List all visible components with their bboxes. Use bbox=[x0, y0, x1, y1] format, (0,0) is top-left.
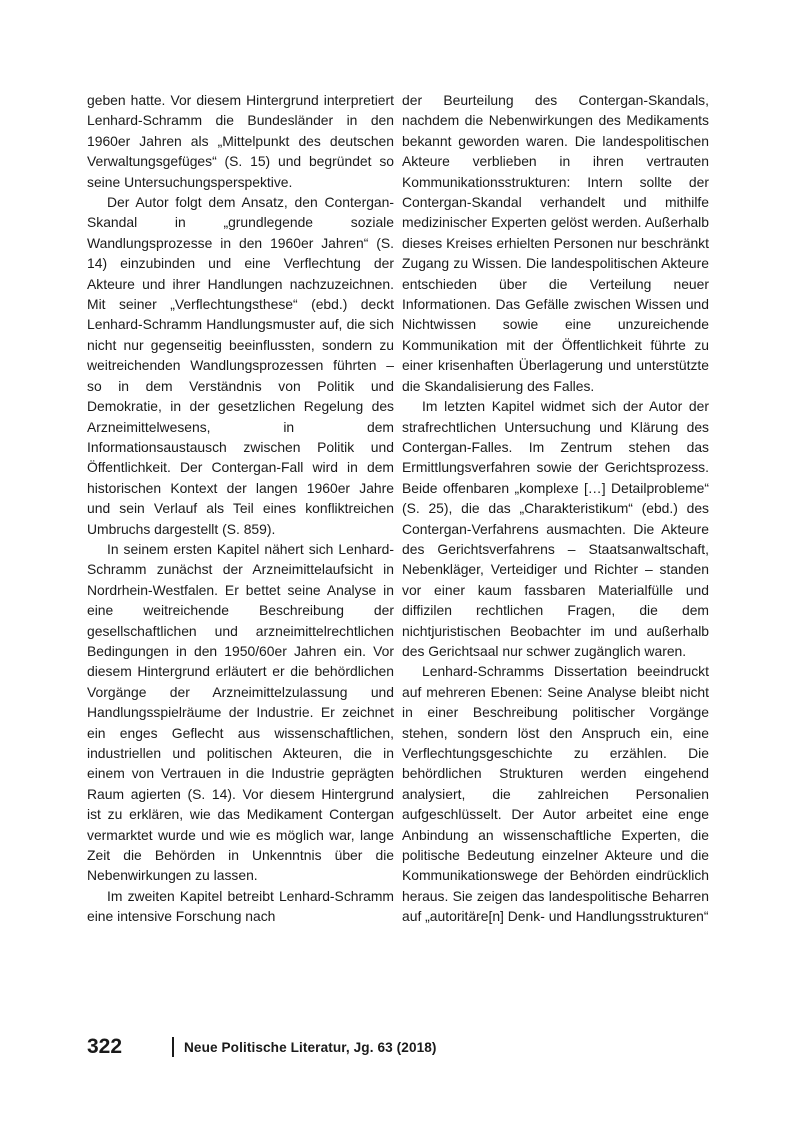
paragraph: Der Autor folgt dem Ansatz, den Contergan-Skandal in „grundlegende soziale Wandlungsprozesse in den 1960er Jahren“ (S. 14) einzubinden und eine Verflechtung der Akteure und ihrer Handlungen nachzuzeichnen. Mit seiner „Verflechtungsthese“ (ebd.) deckt Lenhard-Schramm Handlungsmuster auf, die sich nicht nur gegenseitig beeinflussten, sondern zu weitreichenden Wandlungsprozessen führten – so in dem Verständnis von Politik und Demokratie, in der gesetzlichen Regelung des Arzneimittelwesens, in dem Informationsaustausch zwischen Politik und Öffentlichkeit. Der Contergan-Fall wird in dem historischen Kontext der langen 1960er Jahre und sein Verlauf als Teil eines konfliktreichen Umbruchs dargestellt (S. 859). bbox=[87, 194, 394, 537]
paragraph: Im zweiten Kapitel betreibt Lenhard-Schramm eine intensive Forschung nach bbox=[87, 887, 394, 925]
paragraph: Im letzten Kapitel widmet sich der Autor der strafrechtlichen Untersuchung und Klärung des Contergan-Falles. Im Zentrum stehen das Ermittlungsverfahren sowie der Gerichtsprozess. Beide offenbaren „komplexe […] Detailprobleme“ (S. 25), die das „Charakteristikum“ (ebd.) des Contergan-Verfahrens ausmachten. Die Akteure des Gerichtsverfahrens – Staatsanwaltschaft, Nebenkläger, Verteidiger und Richter – standen vor einer kaum fassbaren Materialfülle und diffizilen rechtlichen Fragen, die dem nichtjuristischen Beobachter im und außerhalb des Gerichtsaal nur schwer zugänglich waren. bbox=[402, 398, 709, 659]
footer-divider bbox=[172, 1037, 174, 1057]
paragraph: Lenhard-Schramms Dissertation beeindruckt auf mehreren Ebenen: Seine Analyse bleibt nicht in einer Beschreibung politischer Vorgänge stehen, sondern löst den Anspruch ein, eine Verflechtungsgeschichte zu erzählen. Die behördlichen Strukturen werden eingehend analysiert, die zahlreichen Personalien aufgeschlüsselt. Der Autor arbeitet eine enge Anbindung an wissenschaftliche Experten, die politische Bedeutung einzelner Akteure und die Kommunikationswege der Behörden eindrücklich heraus. Sie zeigen das landespolitische Beharren auf „autoritäre[n] Denk- und Handlungsstrukturen“ bbox=[402, 663, 709, 925]
page-number: 322 bbox=[87, 1035, 123, 1058]
paragraph: der Beurteilung des Contergan-Skandals, nachdem die Nebenwirkungen des Medikaments bekannt geworden waren. Die landespolitischen Akteure verblieben in ihren vertrauten Kommunikationsstrukturen: Intern sollte der Contergan-Skandal verhandelt und mithilfe medizinischer Experten gelöst werden. Außerhalb dieses Kreises erhielten Personen nur beschränkt Zugang zu Wissen. Die landespolitischen Akteure entschieden über die Verteilung neuer Informationen. Das Gefälle zwischen Wissen und Nichtwissen sowie eine unzureichende Kommunikation mit der Öffentlichkeit führte zu einer krisenhaften Überlagerung und unterstützte die Skandalisierung des Falles. bbox=[402, 92, 709, 394]
journal-citation: Neue Politische Literatur, Jg. 63 (2018) bbox=[184, 1039, 437, 1055]
page-footer bbox=[87, 1034, 437, 1060]
right-column bbox=[402, 90, 709, 927]
left-column bbox=[87, 90, 394, 927]
paragraph: geben hatte. Vor diesem Hintergrund interpretiert Lenhard-Schramm die Bundesländer in den 1960er Jahren als „Mittelpunkt des deutschen Verwaltungsgefüges“ (S. 15) und begründet so seine Untersuchungsperspektive. bbox=[87, 92, 394, 190]
paragraph: In seinem ersten Kapitel nähert sich Lenhard-Schramm zunächst der Arzneimittelaufsicht in Nordrhein-Westfalen. Er bettet seine Analyse in eine weitreichende Beschreibung der gesellschaftlichen und arzneimittelrechtlichen Bedingungen in den 1950/60er Jahren ein. Vor diesem Hintergrund erläutert er die behördlichen Vorgänge der Arzneimittelzulassung und Handlungsspielräume der Industrie. Er zeichnet ein enges Geflecht aus wissenschaftlichen, industriellen und politischen Akteuren, die in einem von Vertrauen in die Industrie geprägten Raum agierten (S. 14). Vor diesem Hintergrund ist zu erklären, wie das Medikament Contergan vermarktet wurde und wie es möglich war, lange Zeit die Behörden in Unkenntnis über die Nebenwirkungen zu lassen. bbox=[87, 540, 394, 884]
